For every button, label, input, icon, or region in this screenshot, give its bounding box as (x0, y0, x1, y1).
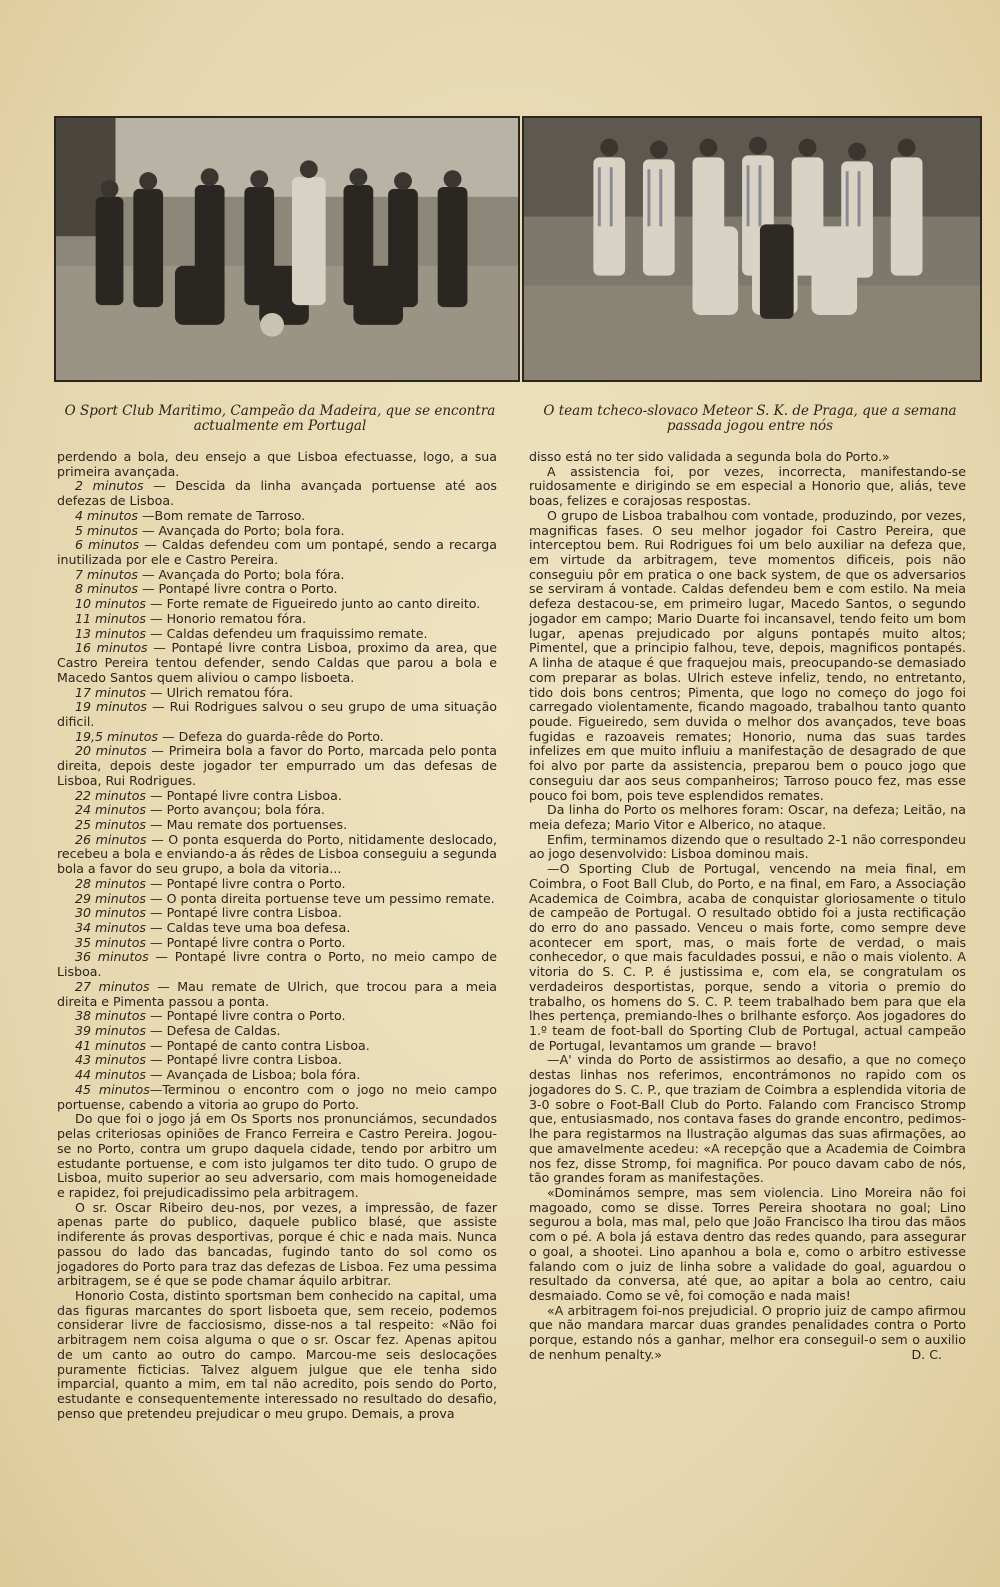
minute-marker: 28 minutos (75, 875, 146, 891)
minute-marker: 41 minutos (75, 1037, 146, 1053)
minute-marker: 34 minutos (75, 920, 146, 935)
paragraph (57, 450, 497, 479)
paragraph-text: — Pontapé livre contra Lisboa. (145, 1052, 342, 1068)
paragraph (57, 789, 497, 804)
paragraph-text: disso está no ter sido validada a segunda bola do Porto.» (529, 449, 890, 464)
paragraph (57, 597, 497, 612)
paragraph (57, 877, 497, 892)
paragraph (529, 833, 966, 862)
minute-marker: 26 minutos (75, 831, 147, 847)
paragraph-text: — Defeza do guarda-rêde do Porto. (157, 728, 384, 744)
photo-meteor-image (524, 118, 980, 380)
paragraph-text: — Avançada do Porto; bola fóra. (137, 566, 345, 582)
paragraph-text: —Terminou o encontro com o jogo no meio campo portuense, cabendo a vitoria ao grupo do Porto. (57, 1081, 498, 1112)
paragraph-text: Enfim, terminamos dizendo que o resultado 2-1 não correspondeu ao jogo desenvolvido: Lisboa dominou mais. (529, 831, 966, 862)
minute-marker: 36 minutos (75, 949, 149, 965)
article-right-column (529, 450, 966, 1362)
minute-marker: 39 minutos (75, 1023, 146, 1039)
paragraph-text: — Descida da linha avançada portuense até aos defezas de Lisboa. (57, 478, 497, 509)
paragraph-text: — Rui Rodrigues salvou o seu grupo de uma situação dificil. (57, 699, 497, 729)
paragraph (57, 479, 497, 508)
minute-marker: 7 minutos (75, 566, 138, 582)
minute-marker: 4 minutos (75, 507, 138, 523)
article-left-column (57, 450, 497, 1421)
team-photo-maritimo (54, 116, 520, 382)
minute-marker: 35 minutos (75, 934, 146, 950)
paragraph-text: — Avançada do Porto; bola fora. (137, 522, 345, 538)
paragraph (57, 1201, 497, 1289)
minute-marker: 45 minutos (75, 1081, 150, 1097)
paragraph-text: — Pontapé livre contra o Porto. (145, 875, 346, 891)
paragraph (57, 1112, 497, 1200)
paragraph (57, 1083, 497, 1112)
paragraph-text: — Pontapé livre contra o Porto. (137, 581, 338, 597)
paragraph-text: «A arbitragem foi-nos prejudicial. O proprio juiz de campo afirmou que não mandara marcar duas grandes penalidades contra o Porto porque, estando nós a ganhar, melhor era conseguil-o sem o auxilio de nenhum penalty.» (529, 1302, 966, 1362)
minute-marker: 29 minutos (75, 890, 146, 906)
paragraph (57, 612, 497, 627)
caption-meteor: O team tcheco-slovaco Meteor S. K. de Praga, que a semana passada jogou entre nós (543, 403, 957, 434)
paragraph (57, 1053, 497, 1068)
minute-marker: 10 minutos (75, 596, 146, 612)
paragraph (529, 509, 966, 803)
paragraph-text: — O ponta direita portuense teve um pessimo remate. (145, 890, 495, 906)
paragraph-text: — Honorio rematou fóra. (145, 610, 307, 626)
paragraph-text: — Defesa de Caldas. (145, 1023, 281, 1039)
paragraph (529, 450, 966, 465)
author-signature: D. C. (911, 1346, 942, 1362)
paragraph (57, 921, 497, 936)
minute-marker: 17 minutos (75, 684, 146, 700)
paragraph (57, 509, 497, 524)
paragraph-text: O sr. Oscar Ribeiro deu-nos, por vezes, a impressão, de fazer apenas parte do publico, daquele publico blasé, que assiste indiferente ás provas desportivas, porque é chic e nada mais. Nunca passou do lado das bancadas, fugindo tanto do sol como os jogadores do Porto para traz das defezas de Lisboa. Fez uma pessima arbitragem, se é que se pode chamar áquilo arbitrar. (57, 1199, 497, 1289)
paragraph-text: Da linha do Porto os melhores foram: Oscar, na defeza; Leitão, na meia defeza; Mario Vitor e Alberico, no ataque. (529, 802, 966, 832)
paragraph-text: Do que foi o jogo já em Os Sports nos pronunciámos, secundados pelas criteriosas opiniões de Franco Ferreira e Castro Pereira. Jogou-se no Porto, contra um grupo daquela cidade, tendo por arbitro um estudante portuense, e com isto julgamos ter dito tudo. O grupo de Lisboa, muito superior ao seu adversario, com mais homogeneidade e rapidez, foi prejudicadissimo pela arbitragem. (57, 1111, 497, 1200)
paragraph-text: — Caldas defendeu um fraquissimo remate. (145, 625, 428, 641)
paragraph (57, 892, 497, 907)
paragraph (529, 803, 966, 832)
paragraph (57, 524, 497, 539)
paragraph (57, 641, 497, 685)
minute-marker: 24 minutos (75, 802, 146, 818)
paragraph (57, 686, 497, 701)
paragraph (57, 950, 497, 979)
paragraph-text: — Primeira bola a favor do Porto, marcada pelo ponta direita, depois deste jogador ter empurrado um das defesas de Lisboa, Rui Rodrigues. (57, 743, 497, 788)
paragraph-text: — Pontapé livre contra o Porto. (145, 934, 346, 950)
paragraph-text: — Pontapé livre contra Lisboa, proximo da area, que Castro Pereira tentou defender, sendo Caldas que parou a bola e Macedo Santos quem aliviou o campo lisboeta. (57, 640, 497, 685)
paragraph (57, 744, 497, 788)
paragraph (57, 936, 497, 951)
paragraph-text: A assistencia foi, por vezes, incorrecta, manifestando-se ruidosamente e dirigindo se em especial a Honorio que, aliás, teve boas, felizes e corajosas respostas. (529, 463, 966, 509)
paragraph (57, 1024, 497, 1039)
paragraph-text: perdendo a bola, deu ensejo a que Lisboa efectuasse, logo, a sua primeira avançada. (57, 449, 497, 479)
paragraph (57, 568, 497, 583)
paragraph-text: —O Sporting Club de Portugal, vencendo na meia final, em Coimbra, o Foot Ball Club, do Porto, e na final, em Faro, a Associação Academica de Coimbra, acaba de conquistar gloriosamente o titulo de campeão de Portugal. O resultado obtido foi a justa rectificação do erro do ano passado. Venceu o mais forte, como sempre deve acontecer em sport, mas, o mais forte de verdad, o mais conhecedor, o que mais faculdades possui, e não o mais violento. A vitoria do S. C. P. é justissima e, com ela, se congratulam os verdadeiros desportistas, porque, sendo a vitoria o premio do trabalho, os homens do S. C. P. teem trabalhado bem para que ela lhes pertença, premiando-lhes o brilhante esforço. Aos jogadores do 1.º team de foot-ball do Sporting Club de Portugal, actual campeão de Portugal, levantamos um grande — bravo! (529, 861, 966, 1053)
minute-marker: 16 minutos (75, 640, 148, 656)
paragraph (57, 582, 497, 597)
minute-marker: 38 minutos (75, 1008, 146, 1024)
paragraph-text: — Pontapé livre contra o Porto. (145, 1008, 346, 1024)
paragraph (57, 1009, 497, 1024)
paragraph (529, 465, 966, 509)
paragraph-text: O grupo de Lisboa trabalhou com vontade, produzindo, por vezes, magnificas fases. O seu melhor jogador foi Castro Pereira, que interceptou bem. Rui Rodrigues foi um belo auxiliar na defeza que, em virtude da arbitragem, teve momentos dificeis, pois não conseguiu pôr em pratica o one back system, de que os adversarios se serviram á vontade. Caldas defendeu bem e com estilo. Na meia defeza destacou-se, em primeiro lugar, Macedo Santos, o segundo jogador em campo; Mario Duarte foi incansavel, tendo feito um bom lugar, apenas prejudicado por alguns pontapés muito altos; Pimentel, que a principio falhou, teve, depois, magnificos pontapés. A linha de ataque é que fraquejou mais, preocupando-se demasiado com preparar as bolas. Ulrich esteve infeliz, tendo, no entretanto, tido dois bons centros; Pimenta, que logo no começo do jogo foi carregado violentamente, ficando magoado, trabalhou tanto quanto poude. Figueiredo, sem duvida o melhor dos avançados, teve boas fugidas e razoaveis remates; Honorio, numa das suas tardes infelizes em que muito influiu a manifestação de desagrado de que foi alvo por parte da assistencia, preparou bem o pouco jogo que conseguiu dar aos seus companheiros; Tarroso pouco fez, mas esse pouco foi bom, pois teve esplendidos remates. (529, 507, 966, 803)
paragraph-text: — O ponta esquerda do Porto, nitidamente deslocado, recebeu a bola e enviando-a ás rêdes de Lisboa conseguiu a segunda bola a favor do seu grupo, a bola da vitoria... (57, 831, 497, 877)
minute-marker: 20 minutos (75, 743, 147, 759)
minute-marker: 25 minutos (75, 816, 146, 832)
paragraph-text: — Pontapé livre contra Lisboa. (145, 905, 342, 921)
paragraph-text: Honorio Costa, distinto sportsman bem conhecido na capital, uma das figuras marcantes do sport lisboeta que, sem receio, podemos considerar livre de facciosismo, disse-nos a tal respeito: «Não foi arbitragem nem coisa alguma o que o sr. Oscar fez. Apenas apitou de um canto ao outro do campo. Marcou-me seis deslocações puramente ficticias. Talvez alguem julgue que ele tenha sido imparcial, quanto a mim, em tal não acredito, pois sendo do Porto, estudante e consequentemente interessado no resultado do desafio, penso que pretendeu prejudicar o meu grupo. Demais, a prova (57, 1287, 497, 1421)
paragraph-text: —Bom remate de Tarroso. (137, 507, 306, 523)
caption-maritimo: O Sport Club Maritimo, Campeão da Madeira, que se encontra actualmente em Portugal (64, 403, 496, 434)
team-photo-meteor (522, 116, 982, 382)
paragraph (57, 730, 497, 745)
paragraph-text: — Pontapé livre contra o Porto, no meio campo de Lisboa. (57, 949, 497, 980)
paragraph-text: — Caldas teve uma boa defesa. (145, 920, 351, 935)
paragraph (529, 1053, 966, 1185)
paragraph (57, 906, 497, 921)
minute-marker: 44 minutos (75, 1067, 146, 1083)
minute-marker: 6 minutos (75, 537, 140, 553)
paragraph (57, 818, 497, 833)
paragraph (57, 980, 497, 1009)
minute-marker: 5 minutos (75, 522, 138, 538)
paragraph (57, 803, 497, 818)
paragraph (57, 538, 497, 567)
paragraph-text: — Pontapé livre contra Lisboa. (145, 787, 342, 803)
paragraph-text: — Porto avançou; bola fóra. (145, 802, 325, 818)
paragraph-text: — Pontapé de canto contra Lisboa. (145, 1037, 370, 1053)
paragraph-text: — Ulrich rematou fóra. (145, 684, 294, 700)
minute-marker: 13 minutos (75, 625, 146, 641)
paragraph (529, 862, 966, 1053)
paragraph (57, 1068, 497, 1083)
paragraph-text: — Forte remate de Figueiredo junto ao canto direito. (145, 596, 481, 612)
paragraph (57, 1039, 497, 1054)
paragraph-text: — Mau remate dos portuenses. (145, 816, 348, 832)
minute-marker: 19 minutos (75, 699, 147, 715)
paragraph (57, 627, 497, 642)
minute-marker: 22 minutos (75, 787, 146, 803)
paragraph (57, 700, 497, 729)
paragraph (57, 1289, 497, 1421)
minute-marker: 19,5 minutos (75, 728, 158, 744)
minute-marker: 43 minutos (75, 1052, 146, 1068)
paragraph-text: — Mau remate de Ulrich, que trocou para a meia direita e Pimenta passou a ponta. (57, 978, 497, 1009)
minute-marker: 27 minutos (75, 978, 150, 994)
paragraph-text: «Dominámos sempre, mas sem violencia. Lino Moreira não foi magoado, como se disse. Torres Pereira shootara no goal; Lino segurou a bola, mas mal, pelo que João Francisco lha tirou das mãos com o pé. A bola já estava dentro das redes quando, para assegurar o goal, a shootei. Lino apanhou a bola e, como o arbitro estivesse falando com o juiz de linha sobre a validade do goal, aguardou o resultado da conversa, até que, ao apitar a bola ao centro, caiu desmaiado. Como se vê, foi comoção e nada mais! (529, 1184, 966, 1303)
photo-maritimo-image (56, 118, 518, 380)
paragraph-text: — Avançada de Lisboa; bola fóra. (145, 1067, 361, 1083)
minute-marker: 11 minutos (75, 610, 146, 626)
minute-marker: 8 minutos (75, 581, 138, 597)
paragraph (57, 833, 497, 877)
minute-marker: 30 minutos (75, 905, 146, 921)
paragraph-text: — Caldas defendeu com um pontapé, sendo a recarga inutilizada por ele e Castro Pereira. (57, 537, 498, 568)
minute-marker: 2 minutos (75, 478, 144, 494)
paragraph-text: —A' vinda do Porto de assistirmos ao desafio, a que no começo destas linhas nos referimos, encontrámonos no rapido com os jogadores do S. C. P., que traziam de Coimbra a esplendida vitoria de 3-0 sobre o Foot-Ball Club do Porto. Falando com Francisco Stromp que, entusiasmado, nos contava fases do grande encontro, pedimos-lhe para registarmos na Ilustração algumas das suas afirmações, ao que amavelmente acedeu: «A recepção que a Academia de Coimbra nos fez, disse Stromp, foi magnifica. Por pouco davam cabo de nós, tão grandes foram as manifestações. (529, 1052, 966, 1186)
paragraph (529, 1186, 966, 1304)
